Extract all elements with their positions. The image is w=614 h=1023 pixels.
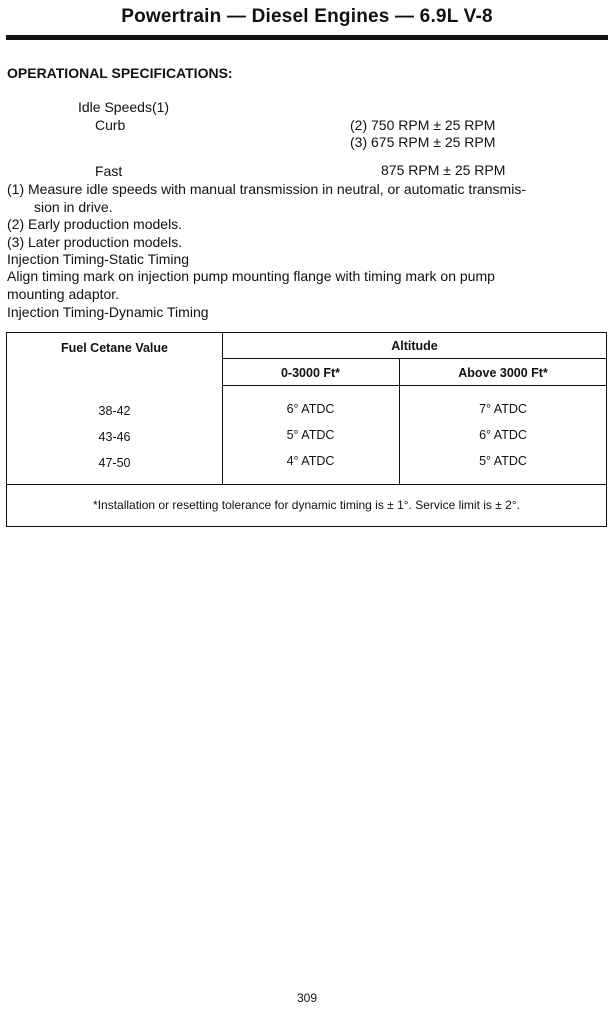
table-divider-altitude [222,358,607,359]
static-timing-line-2: mounting adaptor. [7,286,120,302]
fast-value: 875 RPM ± 25 RPM [381,162,506,178]
table-divider-footnote [7,484,606,485]
table-cell-cetane: 47-50 [98,456,131,470]
note-2: (2) Early production models. [7,216,183,232]
table-cell-cetane: 38-42 [98,404,131,418]
column-header-high-altitude: Above 3000 Ft* [458,366,548,380]
curb-value-later: (3) 675 RPM ± 25 RPM [350,134,496,150]
table-cell-high-altitude: 7° ATDC [479,402,527,416]
table-cell-low-altitude: 6° ATDC [286,402,335,416]
table-cell-low-altitude: 5° ATDC [286,428,335,442]
table-cell-cetane: 43-46 [98,430,131,444]
dynamic-timing-heading: Injection Timing-Dynamic Timing [7,304,209,320]
idle-speeds-label: Idle Speeds(1) [78,99,170,115]
table-footnote: *Installation or resetting tolerance for dynamic timing is ± 1°. Service limit is ± 2°. [93,498,520,512]
note-1-line-1: (1) Measure idle speeds with manual transmission in neutral, or automatic transmis- [7,181,526,197]
table-divider-subheader [222,385,607,386]
table-cell-low-altitude: 4° ATDC [286,454,335,468]
fast-label: Fast [95,163,123,179]
section-heading: OPERATIONAL SPECIFICATIONS: [7,65,233,81]
table-cell-high-altitude: 6° ATDC [479,428,527,442]
page-title: Powertrain — Diesel Engines — 6.9L V-8 [121,6,493,27]
table-cell-high-altitude: 5° ATDC [479,454,527,468]
dynamic-timing-table [6,332,607,527]
column-header-cetane: Fuel Cetane Value [61,341,168,355]
column-header-altitude: Altitude [391,339,438,353]
curb-value-early: (2) 750 RPM ± 25 RPM [350,117,496,133]
static-timing-line-1: Align timing mark on injection pump mounting flange with timing mark on pump [7,268,495,284]
note-3: (3) Later production models. [7,234,183,250]
header-rule [6,35,608,40]
column-header-low-altitude: 0-3000 Ft* [280,366,341,380]
note-1-line-2: sion in drive. [34,199,113,215]
curb-label: Curb [95,117,126,133]
static-timing-heading: Injection Timing-Static Timing [7,251,190,267]
page-number: 309 [296,991,318,1005]
